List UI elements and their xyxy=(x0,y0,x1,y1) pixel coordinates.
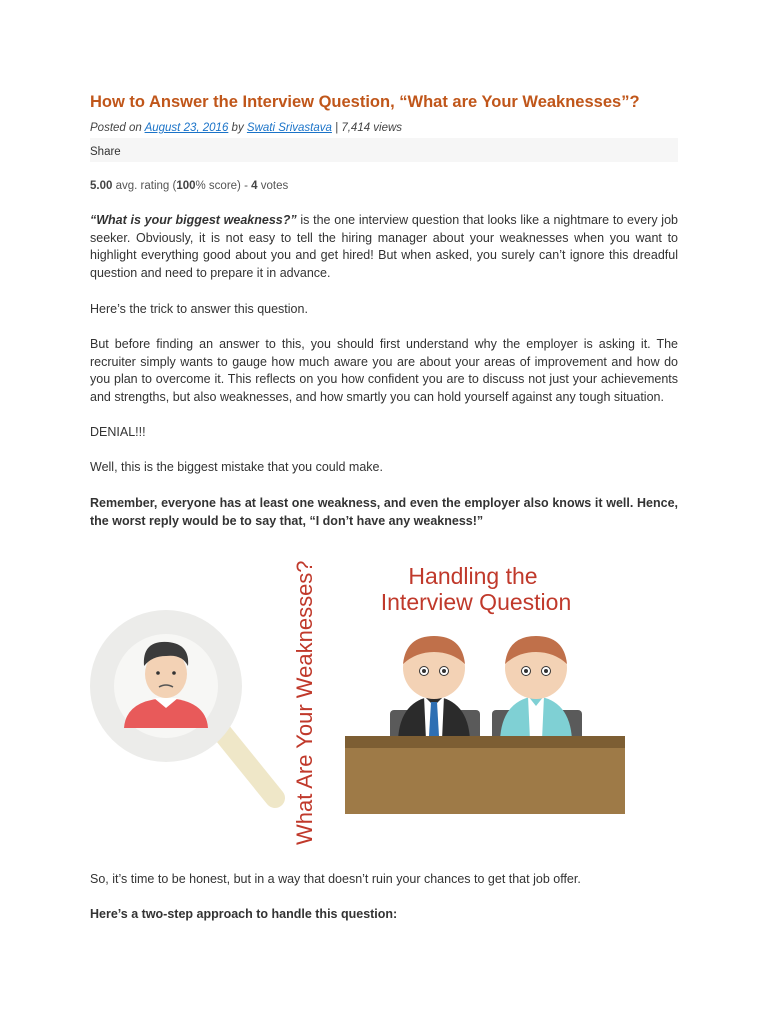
article-title: How to Answer the Interview Question, “What are Your Weaknesses”? xyxy=(90,93,640,111)
posted-on-label: Posted on xyxy=(90,122,142,134)
rating-percent: 100 xyxy=(176,180,196,192)
intro-text: is the one interview question that looks like a nightmare to every job seeker. Obviously, it is not easy to tell the hiring manager about your weaknesses when you want to highlight everything good about you and get hired! But when asked, you surely can’t ignore this dreadful question and need to prepare it in advance. xyxy=(90,213,678,280)
meta-separator: | xyxy=(335,122,339,134)
illustration-svg xyxy=(90,540,628,850)
view-count: 7,414 views xyxy=(341,122,403,134)
interviewer-right xyxy=(492,636,582,740)
illustration-heading-line2: Interview Question xyxy=(380,589,572,615)
rating-summary xyxy=(90,180,288,192)
interview-desk xyxy=(345,736,625,814)
rating-score-text: % score) - xyxy=(195,180,248,192)
mistake-paragraph: Well, this is the biggest mistake that you could make. xyxy=(90,460,383,474)
reason-paragraph: But before finding an answer to this, you should first understand why the employer is asking it. The recruiter simply wants to gauge how much aware you are about your areas of improvement and how do you plan to overcome it. This reflects on you how confident you are to discuss not just your achievements and strengths, but also weaknesses, and how smartly you can hold yourself against any tough situation. xyxy=(90,337,678,404)
rating-avg-text: avg. rating ( xyxy=(115,180,177,192)
magnifier-icon xyxy=(90,610,275,798)
post-date-link[interactable]: August 23, 2016 xyxy=(144,122,229,134)
rating-votes: 4 xyxy=(251,180,258,192)
author-link[interactable]: Swati Srivastava xyxy=(246,122,332,134)
share-bar xyxy=(90,138,678,162)
honest-paragraph: So, it’s time to be honest, but in a way that doesn’t ruin your chances to get that job offer. xyxy=(90,872,581,886)
rating-votes-text: votes xyxy=(260,180,289,192)
illustration-heading-line1: Handling the xyxy=(408,563,538,589)
share-button[interactable]: Share xyxy=(90,146,121,158)
intro-paragraph xyxy=(90,212,678,282)
rating-score: 5.00 xyxy=(90,180,113,192)
vertical-heading: What Are Your Weaknesses? xyxy=(292,560,317,845)
post-meta xyxy=(90,122,402,134)
approach-paragraph: Here’s a two-step approach to handle this question: xyxy=(90,907,398,921)
article-illustration xyxy=(90,540,628,850)
denial-paragraph: DENIAL!!! xyxy=(90,425,146,439)
interviewer-left xyxy=(390,636,480,740)
by-label: by xyxy=(231,122,244,134)
intro-question: “What is your biggest weakness?” xyxy=(90,213,297,227)
trick-paragraph: Here’s the trick to answer this question. xyxy=(90,302,308,316)
remember-paragraph: Remember, everyone has at least one weakness, and even the employer also knows it well. Hence, the worst reply would be to say that, “I don’t have any weakness!” xyxy=(90,496,678,528)
